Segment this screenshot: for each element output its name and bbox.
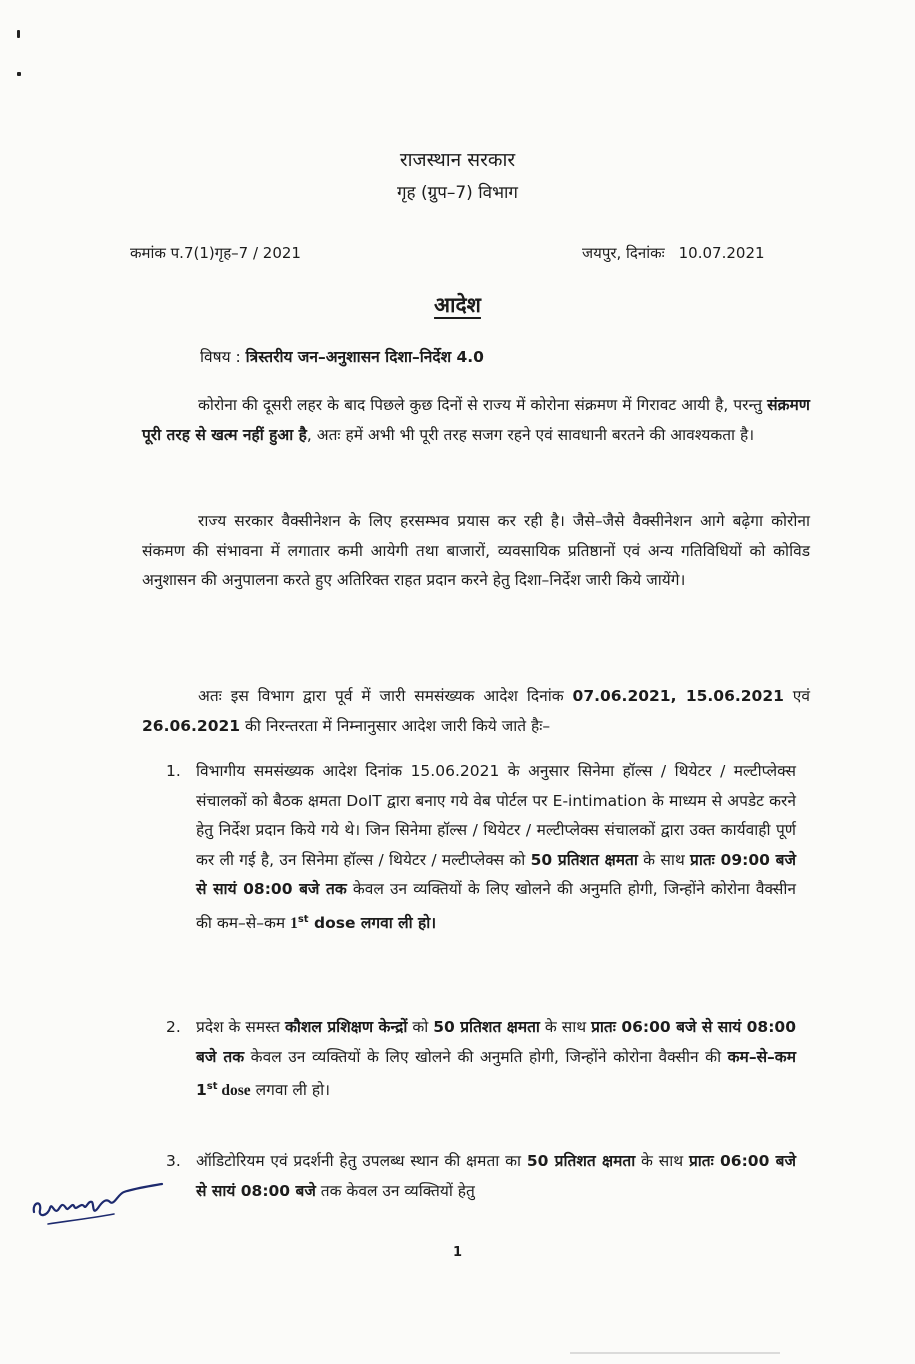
place-date-label: जयपुर, दिनांकः [582, 244, 665, 262]
order-title: आदेश [434, 293, 481, 317]
list-item: 2. प्रदेश के समस्त कौशल प्रशिक्षण केन्द्रों को 50 प्रतिशत क्षमता के साथ प्रातः 06:00 बजे से सायं 08:00 बजे तक केवल उन व्यक्तियों के लिए खोलने की अनुमति होगी, जिन्होंने कोरोना वैक्सीन की कम–से–कम 1st dose लगवा ली हो। [196, 1013, 796, 1106]
scan-mark [17, 30, 20, 38]
order-date: 10.07.2021 [678, 244, 765, 262]
paragraph-2: राज्य सरकार वैक्सीनेशन के लिए हरसम्भव प्रयास कर रही है। जैसे–जैसे वैक्सीनेशन आगे बढ़ेगा कोरोना संकमण की संभावना में लगातार कमी आयेगी तथा बाजारों, व्यवसायिक प्रतिष्ठानों एवं अन्य गतिविधियों को कोविड अनुशासन की अनुपालना करते हुए अतिरिक्त राहत प्रदान करने हेतु दिशा–निर्देश जारी किये जायेंगे। [142, 512, 810, 589]
subject-line [200, 345, 484, 367]
subject-label: विषय : [200, 348, 241, 366]
reference-number: कमांक प.7(1)गृह–7 / 2021 [130, 244, 301, 262]
department-name: गृह (ग्रुप–7) विभाग [396, 183, 518, 203]
item-number: 2. [166, 1018, 181, 1036]
subject-text: त्रिस्तरीय जन–अनुशासन दिशा–निर्देश 4.0 [245, 348, 484, 366]
place-date [582, 243, 765, 263]
government-name: राजस्थान सरकार [399, 149, 516, 171]
page-number: 1 [452, 1245, 463, 1260]
list-item: 1. विभागीय समसंख्यक आदेश दिनांक 15.06.2021 के अनुसार सिनेमा हॉल्स / थियेटर / मल्टीप्लेक्स संचालकों को बैठक क्षमता DoIT द्वारा बनाए गये वेब पोर्टल पर E-intimation के माध्यम से अपडेट करने हेतु निर्देश प्रदान किये गये थे। जिन सिनेमा हॉल्स / थियेटर / मल्टीप्लेक्स संचालकों द्वारा उक्त कार्यवाही पूर्ण कर ली गई है, उन सिनेमा हॉल्स / थियेटर / मल्टीप्लेक्स को 50 प्रतिशत क्षमता के साथ प्रातः 09:00 बजे से सायं 08:00 बजे तक केवल उन व्यक्तियों के लिए खोलने की अनुमति होगी, जिन्होंने कोरोना वैक्सीन की कम–से–कम 1st dose लगवा ली हो। [196, 757, 796, 938]
item-number: 1. [166, 762, 181, 780]
next-page-edge [570, 1352, 780, 1364]
item-number: 3. [166, 1152, 181, 1170]
paragraph-1: कोरोना की दूसरी लहर के बाद पिछले कुछ दिनों से राज्य में कोरोना संक्रमण में गिरावट आयी है, परन्तु संक्रमण पूरी तरह से खत्म नहीं हुआ है, अतः हमें अभी भी पूरी तरह सजग रहने एवं सावधानी बरतने की आवश्यकता है। [142, 396, 810, 444]
list-item: 3. ऑडिटोरियम एवं प्रदर्शनी हेतु उपलब्ध स्थान की क्षमता का 50 प्रतिशत क्षमता के साथ प्रातः 06:00 बजे से सायं 08:00 बजे तक केवल उन व्यक्तियों हेतु [196, 1147, 796, 1206]
paragraph-3: अतः इस विभाग द्वारा पूर्व में जारी समसंख्यक आदेश दिनांक 07.06.2021, 15.06.2021 एवं 26.06.2021 की निरन्तरता में निम्नानुसार आदेश जारी किये जाते हैः– [142, 687, 810, 735]
scan-mark [17, 72, 21, 76]
signature [28, 1172, 168, 1232]
